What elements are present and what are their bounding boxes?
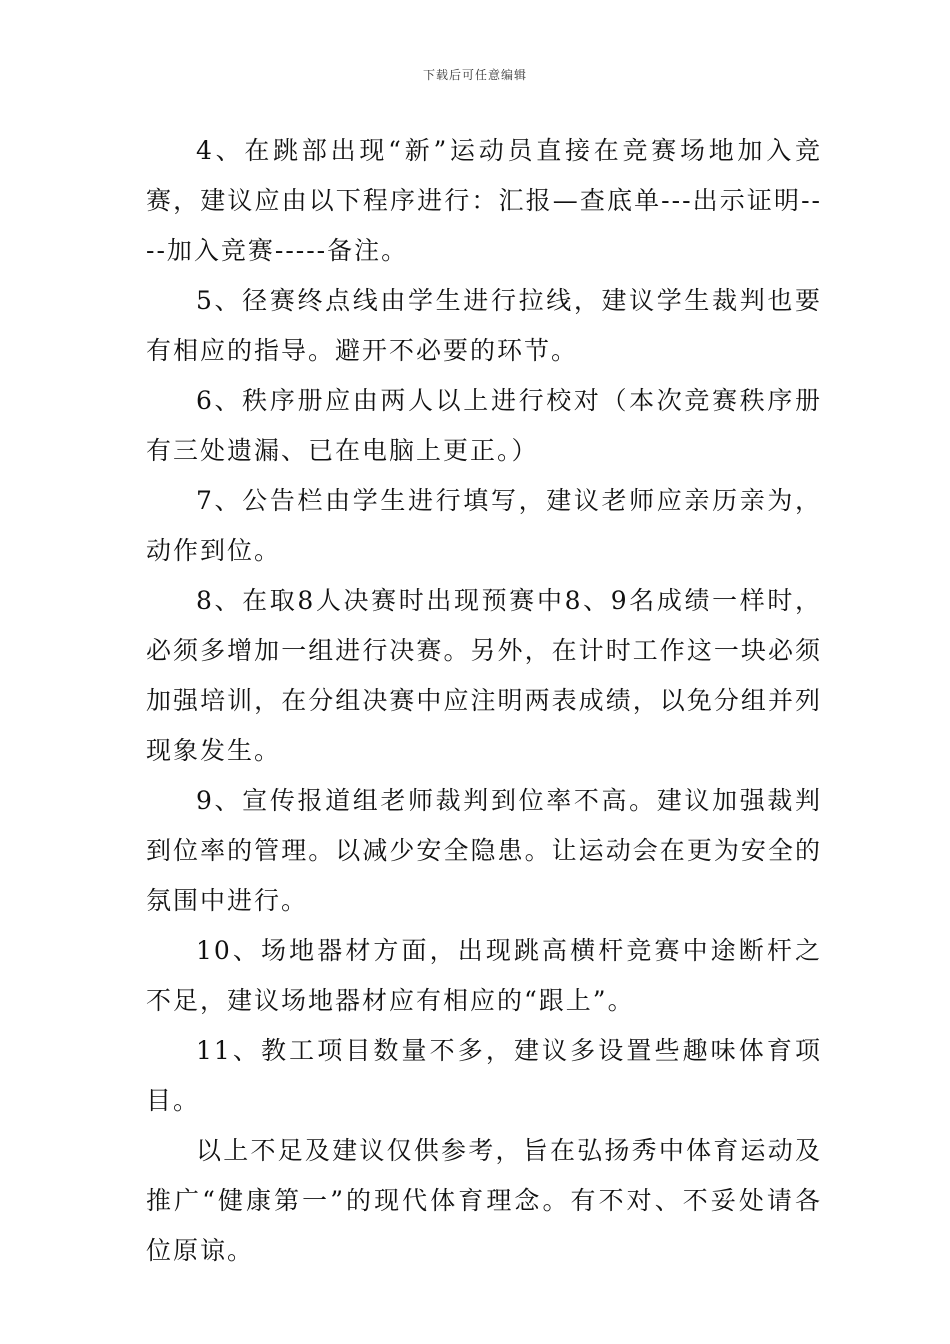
paragraph-item-11: 11、教工项目数量不多，建议多设置些趣味体育项目。 bbox=[146, 1036, 822, 1115]
paragraph-item-6: 6、秩序册应由两人以上进行校对（本次竞赛秩序册有三处遗漏、已在电脑上更正。） bbox=[146, 386, 822, 465]
paragraph-item-4: 4、在跳部出现“新”运动员直接在竞赛场地加入竞赛，建议应由以下程序进行：汇报—查底单---出示证明----加入竞赛-----备注。 bbox=[146, 136, 822, 265]
paragraph-item-9: 9、宣传报道组老师裁判到位率不高。建议加强裁判到位率的管理。以减少安全隐患。让运动会在更为安全的氛围中进行。 bbox=[146, 786, 822, 915]
paragraph-item-7: 7、公告栏由学生进行填写，建议老师应亲历亲为，动作到位。 bbox=[146, 486, 822, 565]
paragraph-item-5: 5、径赛终点线由学生进行拉线，建议学生裁判也要有相应的指导。避开不必要的环节。 bbox=[146, 286, 822, 365]
page-header: 下载后可任意编辑 bbox=[422, 68, 527, 82]
paragraph-item-8: 8、在取8人决赛时出现预赛中8、9名成绩一样时，必须多增加一组进行决赛。另外，在计时工作这一块必须加强培训，在分组决赛中应注明两表成绩，以免分组并列现象发生。 bbox=[146, 586, 822, 765]
paragraph-item-10: 10、场地器材方面，出现跳高横杆竞赛中途断杆之不足，建议场地器材应有相应的“跟上”。 bbox=[146, 936, 822, 1015]
document-body bbox=[146, 126, 822, 1276]
paragraph-conclusion: 以上不足及建议仅供参考，旨在弘扬秀中体育运动及推广“健康第一”的现代体育理念。有不对、不妥处请各位原谅。 bbox=[146, 1136, 822, 1265]
